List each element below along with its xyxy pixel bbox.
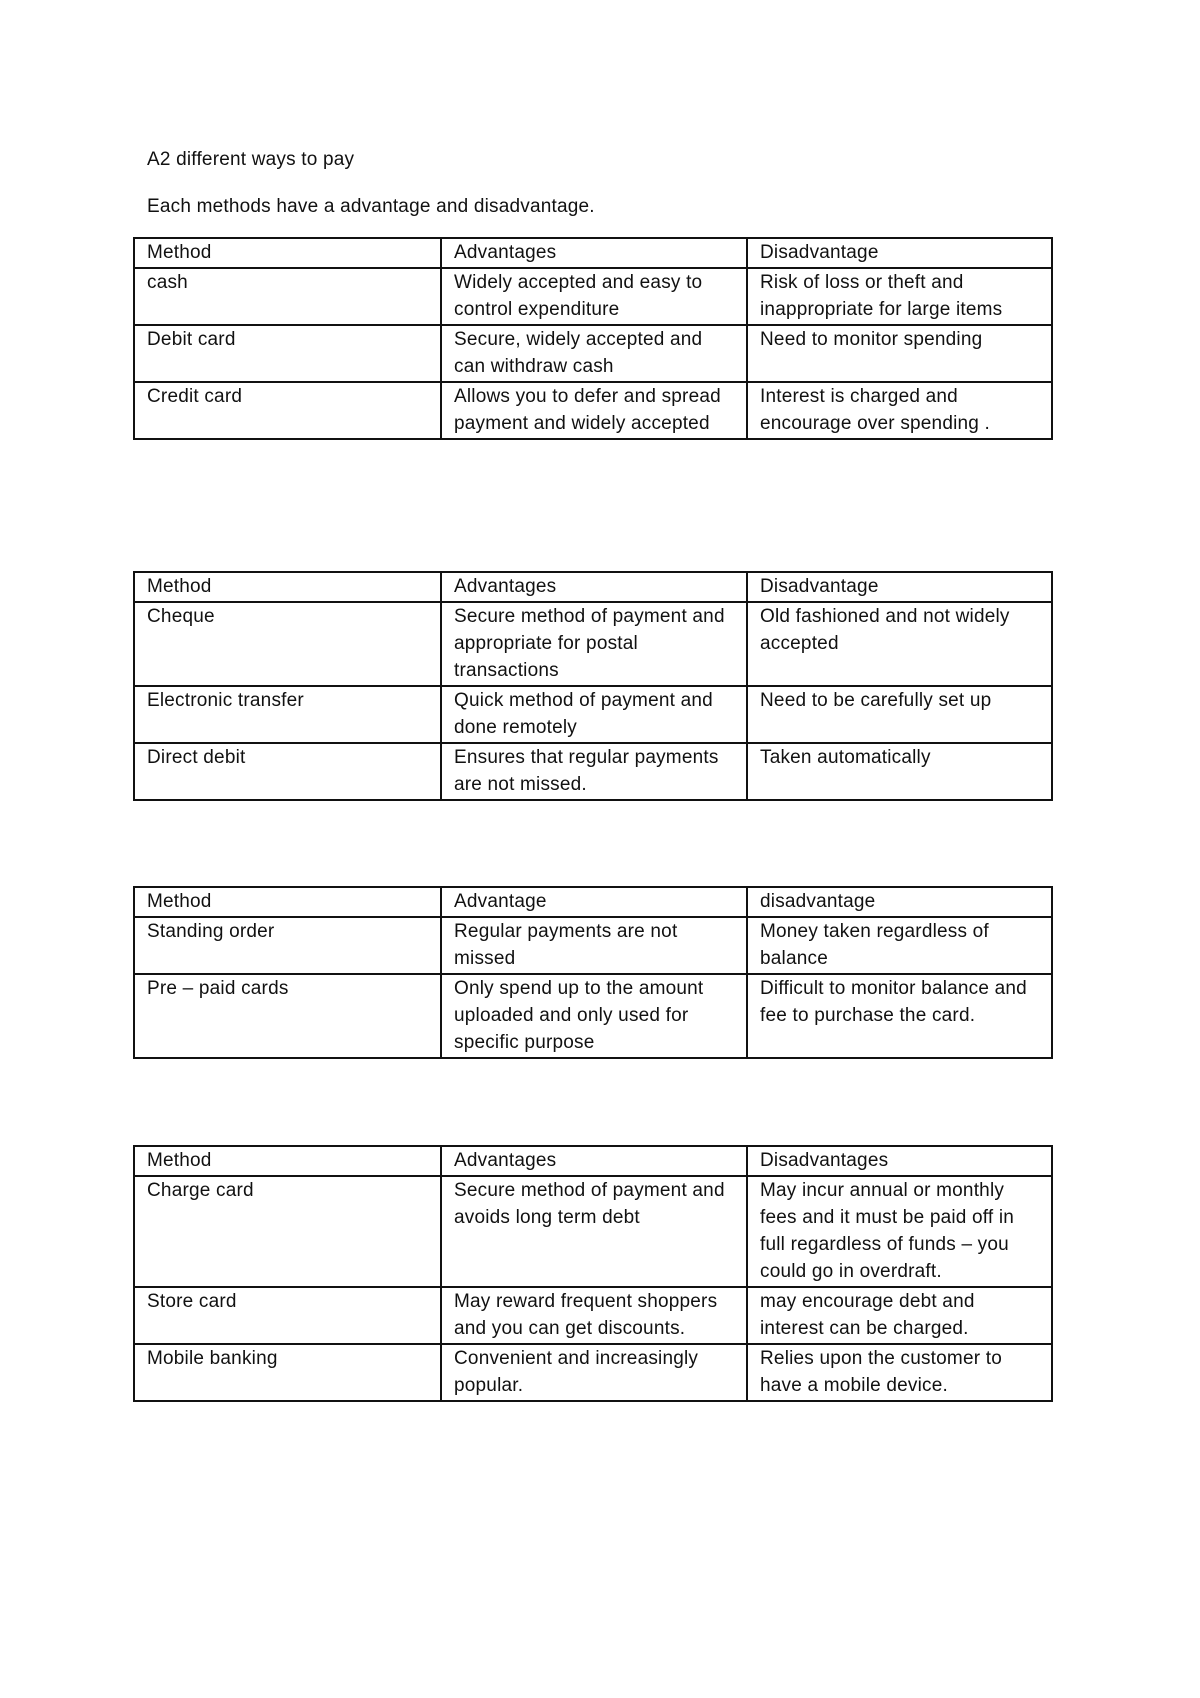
page-title: A2 different ways to pay	[147, 149, 355, 170]
disadvantage-cell: Risk of loss or theft and inappropriate for large items	[747, 268, 1052, 325]
table-header-row	[134, 238, 1052, 268]
method-cell: Cheque	[134, 602, 441, 686]
advantage-cell: Secure method of payment and avoids long term debt	[441, 1176, 747, 1287]
advantage-cell: Secure method of payment and appropriate for postal transactions	[441, 602, 747, 686]
table-row	[134, 974, 1052, 1058]
disadvantage-cell: Need to monitor spending	[747, 325, 1052, 382]
method-cell: Standing order	[134, 917, 441, 974]
intro-text: Each methods have a advantage and disadvantage.	[147, 196, 595, 217]
table-row	[134, 325, 1052, 382]
table-header-row	[134, 572, 1052, 602]
disadvantage-cell: Taken automatically	[747, 743, 1052, 800]
payment-table-1	[133, 237, 1053, 440]
advantage-cell: Quick method of payment and done remotely	[441, 686, 747, 743]
method-cell: Electronic transfer	[134, 686, 441, 743]
advantage-cell: Only spend up to the amount uploaded and only used for specific purpose	[441, 974, 747, 1058]
advantage-cell: Allows you to defer and spread payment and widely accepted	[441, 382, 747, 439]
advantage-cell: Convenient and increasingly popular.	[441, 1344, 747, 1401]
header-cell: Disadvantages	[747, 1146, 1052, 1176]
disadvantage-cell: May incur annual or monthly fees and it must be paid off in full regardless of funds – you could go in overdraft.	[747, 1176, 1052, 1287]
table-row	[134, 917, 1052, 974]
advantage-cell: Widely accepted and easy to control expenditure	[441, 268, 747, 325]
header-cell: Disadvantage	[747, 238, 1052, 268]
method-cell: Credit card	[134, 382, 441, 439]
disadvantage-cell: Difficult to monitor balance and fee to purchase the card.	[747, 974, 1052, 1058]
header-cell: Advantages	[441, 238, 747, 268]
method-cell: cash	[134, 268, 441, 325]
method-cell: Mobile banking	[134, 1344, 441, 1401]
header-cell: Method	[134, 887, 441, 917]
advantage-cell: Secure, widely accepted and can withdraw cash	[441, 325, 747, 382]
disadvantage-cell: Old fashioned and not widely accepted	[747, 602, 1052, 686]
table-header-row	[134, 1146, 1052, 1176]
payment-table-2	[133, 571, 1053, 801]
disadvantage-cell: Money taken regardless of balance	[747, 917, 1052, 974]
table-header-row	[134, 887, 1052, 917]
header-cell: Method	[134, 1146, 441, 1176]
method-cell: Pre – paid cards	[134, 974, 441, 1058]
table-row	[134, 602, 1052, 686]
table-row	[134, 1344, 1052, 1401]
disadvantage-cell: Interest is charged and encourage over spending .	[747, 382, 1052, 439]
table-row	[134, 1287, 1052, 1344]
header-cell: Advantages	[441, 572, 747, 602]
method-cell: Store card	[134, 1287, 441, 1344]
advantage-cell: May reward frequent shoppers and you can get discounts.	[441, 1287, 747, 1344]
disadvantage-cell: Relies upon the customer to have a mobile device.	[747, 1344, 1052, 1401]
disadvantage-cell: may encourage debt and interest can be charged.	[747, 1287, 1052, 1344]
table-row	[134, 743, 1052, 800]
disadvantage-cell: Need to be carefully set up	[747, 686, 1052, 743]
method-cell: Debit card	[134, 325, 441, 382]
advantage-cell: Regular payments are not missed	[441, 917, 747, 974]
header-cell: Disadvantage	[747, 572, 1052, 602]
header-cell: Method	[134, 572, 441, 602]
method-cell: Charge card	[134, 1176, 441, 1287]
header-cell: disadvantage	[747, 887, 1052, 917]
table-row	[134, 686, 1052, 743]
header-cell: Method	[134, 238, 441, 268]
method-cell: Direct debit	[134, 743, 441, 800]
header-cell: Advantages	[441, 1146, 747, 1176]
payment-table-3	[133, 886, 1053, 1059]
table-row	[134, 382, 1052, 439]
payment-table-4	[133, 1145, 1053, 1402]
advantage-cell: Ensures that regular payments are not missed.	[441, 743, 747, 800]
table-row	[134, 1176, 1052, 1287]
table-row	[134, 268, 1052, 325]
header-cell: Advantage	[441, 887, 747, 917]
